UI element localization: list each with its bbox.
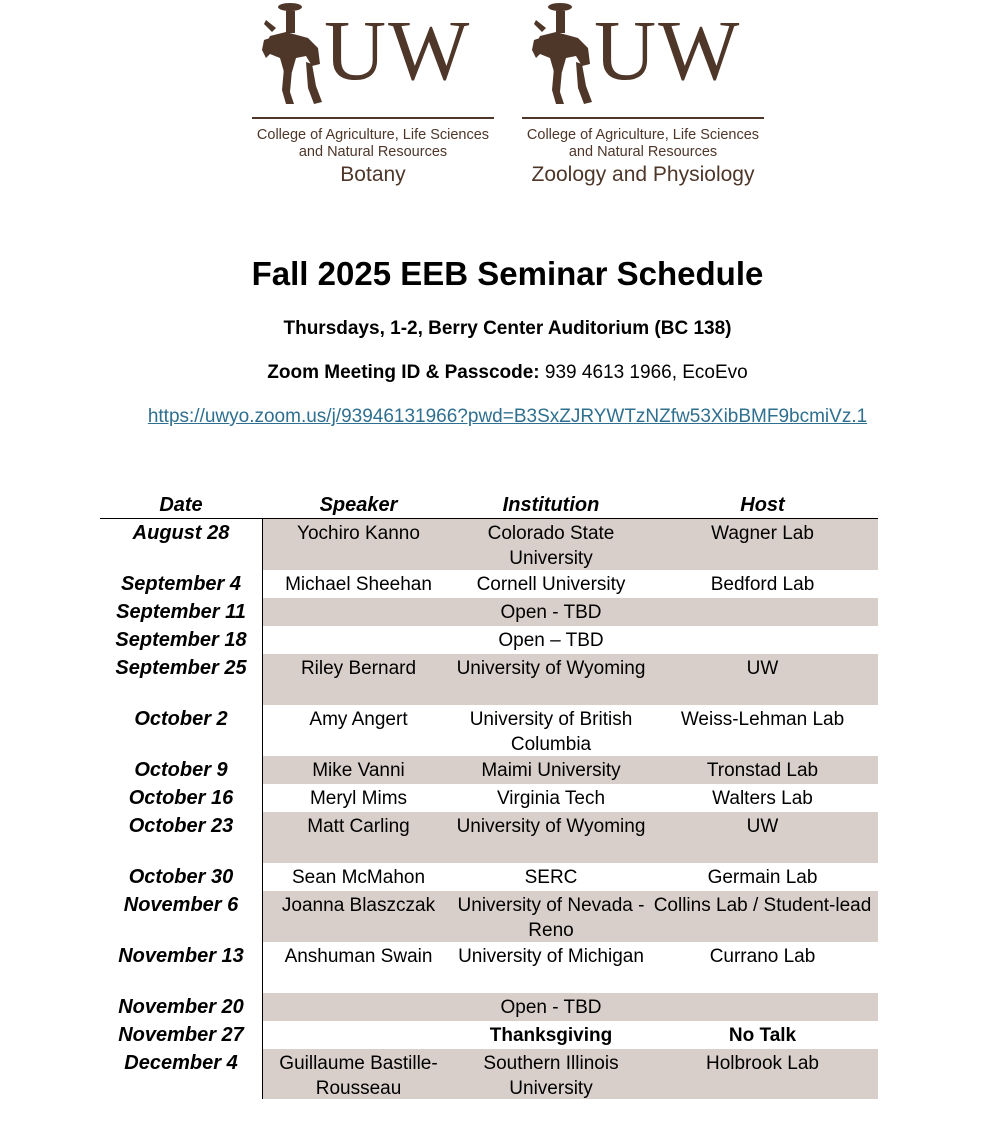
table-row bbox=[100, 1049, 878, 1099]
host-cell: Collins Lab / Student-lead bbox=[653, 895, 872, 916]
speaker-cell: Amy Angert bbox=[309, 709, 408, 730]
logo-divider bbox=[252, 117, 494, 119]
column-header-institution: Institution bbox=[502, 494, 600, 516]
host-cell: Weiss-Lehman Lab bbox=[680, 709, 845, 730]
logo-zoology bbox=[522, 0, 767, 190]
host-cell: Holbrook Lab bbox=[705, 1053, 820, 1074]
speaker-cell: Mike Vanni bbox=[312, 760, 405, 781]
host-cell: UW bbox=[746, 816, 779, 837]
institution-cell: SERC bbox=[524, 867, 578, 888]
column-header-speaker: Speaker bbox=[319, 494, 398, 516]
institution-cell: Maimi University bbox=[481, 760, 621, 781]
date-cell: September 11 bbox=[116, 601, 246, 623]
date-cell: September 18 bbox=[115, 629, 247, 651]
speaker-cell: Anshuman Swain bbox=[284, 946, 433, 967]
institution-cell: University of British Columbia bbox=[469, 709, 633, 755]
table-row bbox=[100, 598, 878, 626]
logo-department-name: Zoology and Physiology bbox=[531, 163, 755, 186]
table-row bbox=[100, 993, 878, 1021]
bucking-horse-icon bbox=[262, 2, 324, 106]
date-cell: October 16 bbox=[128, 787, 234, 809]
speaker-cell: Yochiro Kanno bbox=[297, 523, 420, 544]
institution-cell: University of Nevada - Reno bbox=[457, 895, 645, 941]
table-row bbox=[100, 654, 878, 705]
zoom-link[interactable]: https://uwyo.zoom.us/j/93946131966?pwd=B3SxZJRYWTzNZfw53XibBMF9bcmiVz.1 bbox=[147, 406, 868, 427]
speaker-cell: Matt Carling bbox=[307, 816, 410, 837]
table-row bbox=[100, 626, 878, 654]
date-cell: September 4 bbox=[120, 573, 242, 595]
table-row bbox=[100, 705, 878, 756]
page-title: Fall 2025 EEB Seminar Schedule bbox=[251, 255, 764, 292]
date-cell: November 13 bbox=[118, 945, 244, 967]
institution-cell: Open - TBD bbox=[500, 997, 602, 1018]
zoom-id-passcode: 939 4613 1966, EcoEvo bbox=[539, 362, 748, 383]
institution-cell: Thanksgiving bbox=[489, 1025, 613, 1046]
institution-cell: Southern Illinois University bbox=[483, 1053, 619, 1099]
institution-cell: Cornell University bbox=[476, 574, 626, 595]
institution-cell: University of Wyoming bbox=[456, 658, 646, 679]
speaker-cell: Guillaume Bastille-Rousseau bbox=[279, 1053, 438, 1099]
uw-wordmark: UW bbox=[324, 2, 472, 98]
speaker-cell: Michael Sheehan bbox=[285, 574, 432, 595]
speaker-cell: Meryl Mims bbox=[309, 788, 408, 809]
bucking-horse-icon bbox=[532, 2, 594, 106]
table-row bbox=[100, 942, 878, 993]
institution-cell: Virginia Tech bbox=[496, 788, 606, 809]
speaker-cell: Sean McMahon bbox=[291, 867, 426, 888]
speaker-cell: Riley Bernard bbox=[300, 658, 417, 679]
host-cell: No Talk bbox=[728, 1025, 797, 1046]
date-cell: August 28 bbox=[132, 522, 230, 544]
host-cell: Currano Lab bbox=[709, 946, 816, 967]
uw-wordmark: UW bbox=[594, 2, 742, 98]
date-cell: December 4 bbox=[124, 1052, 238, 1074]
institution-cell: University of Wyoming bbox=[456, 816, 646, 837]
institution-cell: Open – TBD bbox=[498, 630, 604, 651]
institution-cell: University of Michigan bbox=[458, 946, 644, 967]
column-header-host: Host bbox=[740, 494, 785, 516]
table-row bbox=[100, 756, 878, 784]
host-cell: Tronstad Lab bbox=[706, 760, 819, 781]
table-row bbox=[100, 1021, 878, 1049]
column-header-date: Date bbox=[159, 494, 203, 516]
host-cell: Wagner Lab bbox=[711, 523, 814, 544]
date-cell: October 30 bbox=[128, 866, 234, 888]
table-row bbox=[100, 784, 878, 812]
zoom-label: Zoom Meeting ID & Passcode: bbox=[267, 362, 540, 383]
date-cell: November 6 bbox=[123, 894, 239, 916]
date-cell: November 27 bbox=[118, 1024, 244, 1046]
speaker-cell: Joanna Blaszczak bbox=[281, 895, 436, 916]
host-cell: Walters Lab bbox=[712, 788, 813, 809]
table-row bbox=[100, 519, 878, 570]
institution-cell: Colorado State University bbox=[487, 523, 615, 569]
logo-college-name: College of Agriculture, Life Sciences and Natural Resources bbox=[526, 127, 760, 160]
date-cell: October 23 bbox=[128, 815, 234, 837]
logo-botany bbox=[252, 0, 497, 190]
date-cell: October 9 bbox=[134, 759, 228, 781]
table-row bbox=[100, 812, 878, 863]
date-column-divider bbox=[262, 518, 263, 1099]
institution-cell: Open - TBD bbox=[500, 602, 602, 623]
date-cell: October 2 bbox=[134, 708, 228, 730]
table-row bbox=[100, 891, 878, 942]
host-cell: Germain Lab bbox=[707, 867, 818, 888]
table-row bbox=[100, 570, 878, 598]
seminar-time-location: Thursdays, 1-2, Berry Center Auditorium (BC 138) bbox=[283, 318, 732, 339]
logo-department-name: Botany bbox=[340, 163, 406, 186]
date-cell: September 25 bbox=[115, 657, 247, 679]
host-cell: Bedford Lab bbox=[710, 574, 815, 595]
zoom-info bbox=[0, 361, 1000, 385]
logo-college-name: College of Agriculture, Life Sciences and Natural Resources bbox=[256, 127, 490, 160]
date-cell: November 20 bbox=[118, 996, 244, 1018]
table-row bbox=[100, 863, 878, 891]
host-cell: UW bbox=[746, 658, 779, 679]
logo-divider bbox=[522, 117, 764, 119]
